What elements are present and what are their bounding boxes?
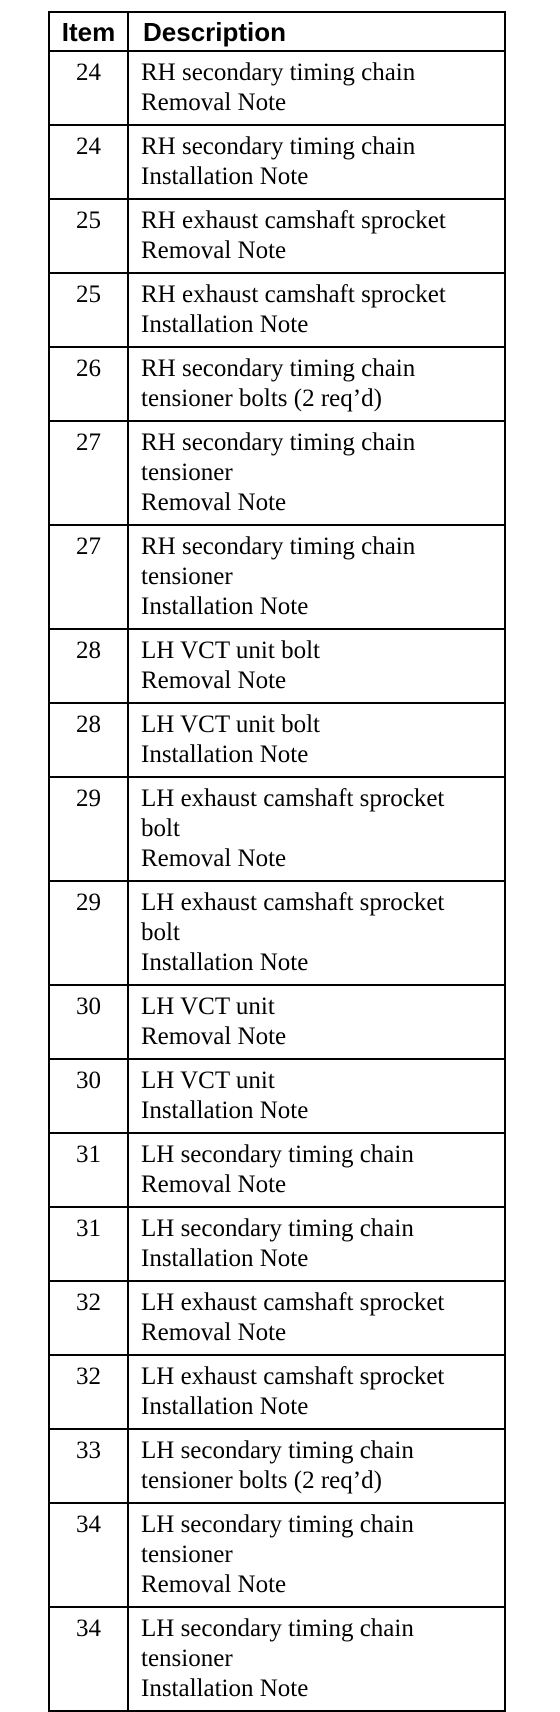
item-description bbox=[128, 629, 505, 703]
description-line: RH exhaust camshaft sprocket bbox=[141, 281, 446, 308]
description-line: LH exhaust camshaft sprocket bbox=[141, 1363, 445, 1390]
item-number: 27 bbox=[49, 525, 128, 629]
item-description bbox=[128, 985, 505, 1059]
description-line: LH VCT unit bbox=[141, 993, 275, 1020]
item-description bbox=[128, 1355, 505, 1429]
description-line: bolt bbox=[141, 815, 180, 842]
item-description bbox=[128, 1059, 505, 1133]
description-line: Removal Note bbox=[141, 489, 287, 516]
table-row bbox=[49, 1429, 505, 1503]
description-line: Removal Note bbox=[141, 1171, 287, 1198]
item-description bbox=[128, 777, 505, 881]
description-line: LH secondary timing chain bbox=[141, 1615, 414, 1642]
description-line: Installation Note bbox=[141, 1393, 309, 1420]
item-number: 30 bbox=[49, 985, 128, 1059]
item-description bbox=[128, 1133, 505, 1207]
description-line: tensioner bolts (2 req’d) bbox=[141, 385, 382, 412]
item-number: 29 bbox=[49, 777, 128, 881]
description-line: Installation Note bbox=[141, 593, 309, 620]
header-row bbox=[49, 12, 505, 51]
description-line: Installation Note bbox=[141, 1245, 309, 1272]
description-line: LH exhaust camshaft sprocket bbox=[141, 889, 445, 916]
item-description bbox=[128, 199, 505, 273]
table-row bbox=[49, 347, 505, 421]
item-number: 34 bbox=[49, 1607, 128, 1711]
item-number: 33 bbox=[49, 1429, 128, 1503]
description-line: LH secondary timing chain bbox=[141, 1215, 414, 1242]
item-number: 34 bbox=[49, 1503, 128, 1607]
item-description bbox=[128, 421, 505, 525]
item-number: 32 bbox=[49, 1355, 128, 1429]
description-line: Installation Note bbox=[141, 1097, 309, 1124]
item-number: 28 bbox=[49, 703, 128, 777]
item-description bbox=[128, 1281, 505, 1355]
table-row bbox=[49, 1059, 505, 1133]
table-row bbox=[49, 777, 505, 881]
table-row bbox=[49, 881, 505, 985]
item-number: 26 bbox=[49, 347, 128, 421]
description-line: RH secondary timing chain bbox=[141, 133, 416, 160]
description-line: Installation Note bbox=[141, 741, 309, 768]
description-line: tensioner bbox=[141, 1541, 233, 1568]
parts-table bbox=[48, 11, 506, 1712]
table-header bbox=[49, 12, 505, 51]
item-description bbox=[128, 1429, 505, 1503]
description-line: Removal Note bbox=[141, 1023, 287, 1050]
description-line: Installation Note bbox=[141, 311, 309, 338]
description-line: Removal Note bbox=[141, 89, 287, 116]
description-line: RH secondary timing chain bbox=[141, 59, 416, 86]
table-body bbox=[49, 51, 505, 1711]
table-row bbox=[49, 273, 505, 347]
table-row bbox=[49, 1207, 505, 1281]
item-number: 24 bbox=[49, 125, 128, 199]
item-description bbox=[128, 1503, 505, 1607]
item-description bbox=[128, 273, 505, 347]
description-line: Removal Note bbox=[141, 237, 287, 264]
table-row bbox=[49, 1503, 505, 1607]
item-description bbox=[128, 51, 505, 125]
item-number: 31 bbox=[49, 1133, 128, 1207]
description-line: LH exhaust camshaft sprocket bbox=[141, 1289, 445, 1316]
item-number: 32 bbox=[49, 1281, 128, 1355]
table-row bbox=[49, 525, 505, 629]
description-line: Installation Note bbox=[141, 949, 309, 976]
table-row bbox=[49, 421, 505, 525]
item-description bbox=[128, 347, 505, 421]
description-line: LH VCT unit bolt bbox=[141, 711, 320, 738]
column-header-description: Description bbox=[128, 12, 505, 51]
description-line: tensioner bolts (2 req’d) bbox=[141, 1467, 382, 1494]
item-description bbox=[128, 1607, 505, 1711]
item-number: 30 bbox=[49, 1059, 128, 1133]
table-row bbox=[49, 703, 505, 777]
description-line: Installation Note bbox=[141, 1675, 309, 1702]
description-line: LH secondary timing chain bbox=[141, 1141, 414, 1168]
description-line: LH secondary timing chain bbox=[141, 1511, 414, 1538]
table-row bbox=[49, 51, 505, 125]
table-row bbox=[49, 1355, 505, 1429]
description-line: tensioner bbox=[141, 1645, 233, 1672]
description-line: Removal Note bbox=[141, 667, 287, 694]
description-line: RH secondary timing chain bbox=[141, 355, 416, 382]
description-line: LH secondary timing chain bbox=[141, 1437, 414, 1464]
item-description bbox=[128, 703, 505, 777]
table-row bbox=[49, 1607, 505, 1711]
item-description bbox=[128, 881, 505, 985]
description-line: bolt bbox=[141, 919, 180, 946]
item-description bbox=[128, 525, 505, 629]
description-line: RH exhaust camshaft sprocket bbox=[141, 207, 446, 234]
item-number: 29 bbox=[49, 881, 128, 985]
item-number: 25 bbox=[49, 199, 128, 273]
item-description bbox=[128, 125, 505, 199]
description-line: LH VCT unit bbox=[141, 1067, 275, 1094]
description-line: Installation Note bbox=[141, 163, 309, 190]
description-line: Removal Note bbox=[141, 1319, 287, 1346]
table-row bbox=[49, 629, 505, 703]
description-line: tensioner bbox=[141, 459, 233, 486]
table-row bbox=[49, 199, 505, 273]
table-row bbox=[49, 985, 505, 1059]
description-line: tensioner bbox=[141, 563, 233, 590]
description-line: Removal Note bbox=[141, 845, 287, 872]
description-line: LH exhaust camshaft sprocket bbox=[141, 785, 445, 812]
item-number: 27 bbox=[49, 421, 128, 525]
item-number: 25 bbox=[49, 273, 128, 347]
description-line: Removal Note bbox=[141, 1571, 287, 1598]
item-number: 24 bbox=[49, 51, 128, 125]
column-header-item: Item bbox=[49, 12, 128, 51]
item-number: 31 bbox=[49, 1207, 128, 1281]
item-number: 28 bbox=[49, 629, 128, 703]
table-row bbox=[49, 1281, 505, 1355]
table-row bbox=[49, 1133, 505, 1207]
description-line: RH secondary timing chain bbox=[141, 429, 416, 456]
item-description bbox=[128, 1207, 505, 1281]
description-line: LH VCT unit bolt bbox=[141, 637, 320, 664]
description-line: RH secondary timing chain bbox=[141, 533, 416, 560]
table-row bbox=[49, 125, 505, 199]
